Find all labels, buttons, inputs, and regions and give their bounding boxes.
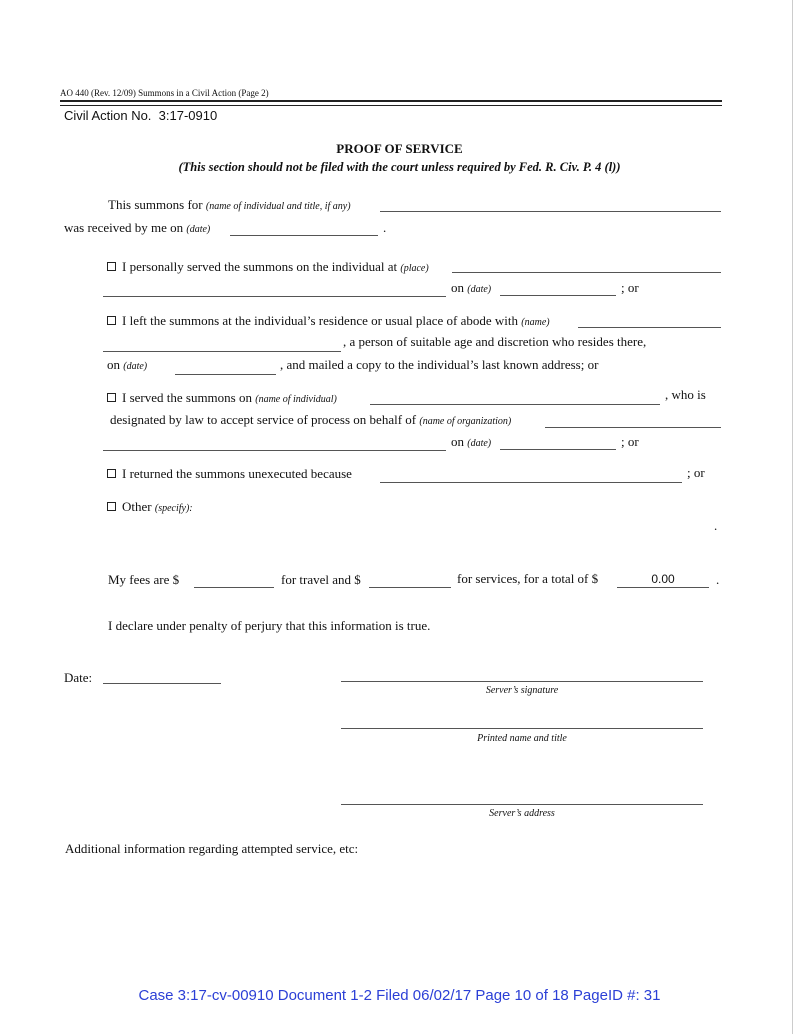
residence-date-field[interactable]: [175, 374, 276, 375]
other-period: .: [714, 518, 718, 533]
place-field[interactable]: [452, 272, 721, 273]
case-footer: Case 3:17-cv-00910 Document 1-2 Filed 06/02/17 Page 10 of 18 PageID #: 31: [138, 987, 661, 1004]
my-fees-label: My fees are $: [108, 572, 180, 587]
unexecuted-reason-field[interactable]: [380, 482, 682, 483]
designated-line2: [110, 412, 511, 428]
declaration: I declare under penalty of perjury that this information is true.: [108, 618, 431, 633]
designated-line2-hint: (name of organization): [419, 416, 512, 427]
civil-action-row: [64, 108, 217, 123]
services-fee-field[interactable]: [369, 587, 451, 588]
received-period: .: [383, 220, 387, 235]
summons-for-field[interactable]: [380, 211, 721, 212]
total-fee-value: 0.00: [651, 572, 675, 586]
designated-date-field[interactable]: [500, 449, 616, 450]
personal-on: [451, 280, 491, 296]
option-residence[interactable]: [107, 313, 550, 329]
designated-line-3[interactable]: [103, 450, 446, 451]
personal-line-2[interactable]: [103, 296, 446, 297]
unexecuted-or: ; or: [687, 465, 705, 480]
received-row: [64, 220, 210, 236]
personal-date-field[interactable]: [500, 295, 616, 296]
received-label: was received by me on: [64, 220, 184, 235]
server-address-label: Server’s address: [489, 808, 555, 819]
on-label: on: [451, 280, 464, 295]
residence-name-field-2[interactable]: [103, 351, 341, 352]
header-rule: [60, 100, 722, 102]
summons-for-hint: (name of individual and title, if any): [205, 201, 351, 212]
server-signature-label: Server’s signature: [485, 685, 559, 696]
option-designated-label: I served the summons on: [122, 390, 252, 405]
residence-name-field[interactable]: [578, 327, 721, 328]
printed-name-field[interactable]: [341, 728, 703, 729]
summons-for-row: [108, 197, 351, 213]
checkbox-residence[interactable]: [107, 316, 116, 325]
checkbox-unexecuted[interactable]: [107, 469, 116, 478]
travel-fee-field[interactable]: [194, 587, 274, 588]
option-other[interactable]: [107, 499, 193, 515]
signature-date-field[interactable]: [103, 683, 221, 684]
received-date-hint: (date): [186, 224, 211, 235]
designated-or: ; or: [621, 434, 639, 449]
services-label: for services, for a total of $: [457, 571, 599, 586]
option-personal-hint: (place): [400, 263, 429, 274]
designated-line2-label: designated by law to accept service of process on behalf of: [110, 412, 417, 427]
option-personal-label: I personally served the summons on the individual at: [122, 259, 398, 274]
option-other-hint: (specify):: [154, 503, 193, 514]
additional-info-label: Additional information regarding attempted service, etc:: [65, 841, 359, 856]
printed-name-label: Printed name and title: [477, 733, 567, 744]
designated-name-field[interactable]: [370, 404, 660, 405]
personal-or: ; or: [621, 280, 639, 295]
option-designated[interactable]: [107, 390, 337, 406]
option-residence-label: I left the summons at the individual’s residence or usual place of abode with: [122, 313, 519, 328]
summons-for-label: This summons for: [108, 197, 203, 212]
designated-on: [451, 434, 491, 450]
residence-on-label: on: [107, 357, 120, 372]
server-signature-field[interactable]: [341, 681, 703, 682]
option-personal[interactable]: [107, 259, 429, 275]
organization-field[interactable]: [545, 427, 721, 428]
travel-label: for travel and $: [281, 572, 361, 587]
residence-line3-on: [107, 357, 147, 373]
header-rule-thin: [60, 105, 722, 106]
date-hint: (date): [467, 284, 492, 295]
who-is: , who is: [665, 387, 706, 402]
option-other-label: Other: [122, 499, 152, 514]
civil-action-label: Civil Action No.: [64, 108, 152, 123]
residence-date-hint: (date): [123, 361, 148, 372]
page-title: PROOF OF SERVICE: [336, 141, 463, 156]
date-label: Date:: [64, 670, 93, 685]
residence-line2: , a person of suitable age and discretion who resides there,: [343, 334, 647, 349]
received-date-field[interactable]: [230, 235, 378, 236]
form-id: AO 440 (Rev. 12/09) Summons in a Civil Action (Page 2): [60, 88, 269, 98]
checkbox-designated[interactable]: [107, 393, 116, 402]
option-unexecuted-label: I returned the summons unexecuted because: [122, 466, 352, 481]
checkbox-personal[interactable]: [107, 262, 116, 271]
option-unexecuted[interactable]: [107, 466, 352, 482]
on-label: on: [451, 434, 464, 449]
date-hint: (date): [467, 438, 492, 449]
civil-action-number: 3:17-0910: [158, 108, 218, 123]
checkbox-other[interactable]: [107, 502, 116, 511]
page-subtitle: (This section should not be filed with the court unless required by Fed. R. Civ. P. 4 (l)): [178, 160, 621, 174]
option-residence-hint: (name): [521, 317, 550, 328]
total-fee-field[interactable]: [617, 587, 709, 588]
fees-period: .: [716, 572, 720, 587]
residence-line3: , and mailed a copy to the individual’s last known address; or: [280, 357, 599, 372]
option-designated-hint: (name of individual): [255, 394, 337, 405]
server-address-field[interactable]: [341, 804, 703, 805]
